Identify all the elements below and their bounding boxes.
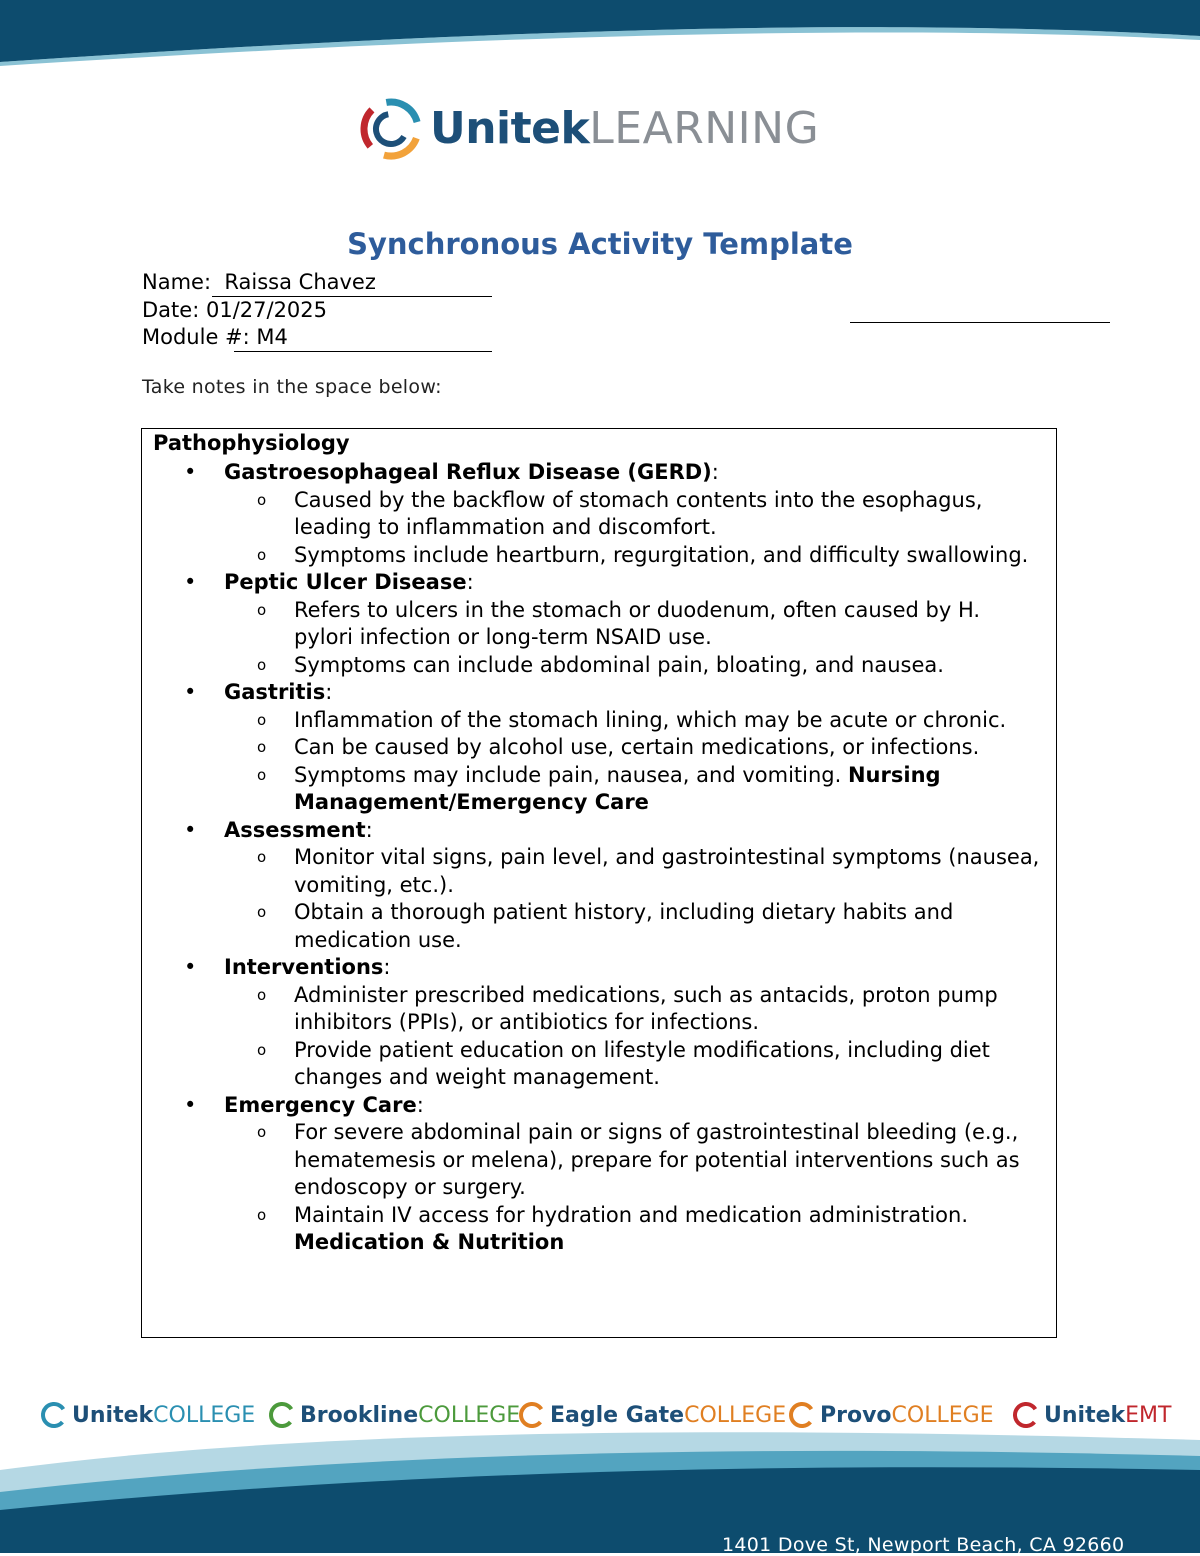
section-title: Interventions	[224, 955, 384, 979]
college-logo-icon	[788, 1401, 816, 1429]
footer-logo-light: COLLEGE	[153, 1402, 256, 1428]
circle-bullet-icon: o	[257, 600, 267, 619]
circle-bullet-icon: o	[257, 903, 267, 921]
college-logo-icon	[268, 1401, 296, 1429]
notes-section: • Peptic Ulcer Disease:	[142, 569, 1056, 597]
notes-sub-item	[142, 982, 1056, 1037]
circle-bullet-icon: o	[257, 738, 267, 756]
footer-logo-light: COLLEGE	[891, 1402, 994, 1428]
footer-logo	[1012, 1398, 1171, 1432]
footer-logo-light: EMT	[1125, 1402, 1172, 1428]
notes-sub-item	[142, 652, 1056, 680]
sub-item-text: Administer prescribed medications, such as antacids, proton pump inhibitors (PPIs), or antibiotics for infections.	[294, 982, 998, 1034]
trailing-heading: Nursing Management/Emergency Care	[294, 762, 941, 814]
sub-item-text: For severe abdominal pain or signs of gastrointestinal bleeding (e.g., hematemesis or melena), prepare for potential interventions such as endoscopy or surgery.	[294, 1120, 1020, 1199]
circle-bullet-icon: o	[257, 1205, 267, 1224]
sub-item-text: Refers to ulcers in the stomach or duodenum, often caused by H. pylori infection or long-term NSAID use.	[294, 597, 981, 649]
notes-sub-item	[142, 597, 1056, 652]
circle-bullet-icon: o	[257, 1040, 267, 1059]
notes-section: • Emergency Care:	[142, 1092, 1056, 1120]
swirl-logo-icon	[358, 96, 424, 162]
footer-logo-light: COLLEGE	[684, 1402, 787, 1428]
notes-sub-item	[142, 542, 1056, 570]
notes-section: • Assessment:	[142, 817, 1056, 845]
name-field	[142, 269, 376, 296]
sub-item-text: Symptoms may include pain, nausea, and vomiting.	[294, 762, 842, 787]
notes-sub-item	[142, 762, 1056, 817]
footer-logo	[788, 1398, 994, 1432]
footer-logo	[268, 1398, 520, 1432]
page-title: Synchronous Activity Template	[347, 227, 853, 261]
bullet-icon: •	[184, 817, 197, 842]
college-logo-icon	[518, 1401, 546, 1429]
name-label: Name:	[142, 270, 212, 294]
footer-logo	[518, 1398, 786, 1432]
sub-item-text: Symptoms can include abdominal pain, bloating, and nausea.	[294, 652, 944, 677]
unitek-learning-logo	[358, 96, 819, 162]
footer-logo-bold: Eagle Gate	[550, 1402, 685, 1428]
notes-section: • Gastritis:	[142, 679, 1056, 707]
footer-logo	[40, 1398, 255, 1432]
signature-line	[850, 322, 1110, 323]
footer-logo-bold: Unitek	[72, 1402, 154, 1428]
header-wave-banner	[0, 0, 1200, 75]
bullet-icon: •	[184, 955, 197, 979]
notes-sub-item	[142, 1037, 1056, 1092]
section-title: Gastroesophageal Reflux Disease (GERD)	[224, 460, 712, 484]
notes-sub-item	[142, 734, 1056, 762]
bullet-icon: •	[184, 1092, 197, 1117]
sub-item-text: Caused by the backflow of stomach contents into the esophagus, leading to inflammation and discomfort.	[294, 487, 983, 539]
circle-bullet-icon: o	[257, 710, 267, 729]
date-field	[142, 297, 327, 324]
section-title: Emergency Care	[224, 1092, 417, 1117]
bullet-icon: •	[184, 570, 197, 594]
notes-heading: Pathophysiology	[153, 431, 350, 455]
sub-item-text: Provide patient education on lifestyle modifications, including diet changes and weight management.	[294, 1037, 990, 1089]
sub-item-text: Obtain a thorough patient history, including dietary habits and medication use.	[294, 900, 954, 952]
section-title: Gastritis	[224, 680, 326, 704]
notes-sub-item	[142, 844, 1056, 899]
sub-item-text: Can be caused by alcohol use, certain medications, or infections.	[294, 735, 980, 759]
sub-item-text: Symptoms include heartburn, regurgitation, and difficulty swallowing.	[294, 542, 1029, 567]
notes-sub-item	[142, 899, 1056, 954]
circle-bullet-icon: o	[257, 490, 267, 509]
bullet-icon: •	[184, 460, 197, 484]
sub-item-text: Monitor vital signs, pain level, and gastrointestinal symptoms (nausea, vomiting, etc.).	[294, 845, 1040, 897]
notes-sub-item	[142, 1202, 1056, 1257]
module-label: Module #:	[142, 325, 250, 349]
circle-bullet-icon: o	[257, 765, 267, 784]
section-title: Assessment	[224, 817, 366, 842]
footer-logo-bold: Unitek	[1044, 1402, 1126, 1428]
sub-item-text: Maintain IV access for hydration and medication administration.	[294, 1202, 968, 1227]
circle-bullet-icon: o	[257, 985, 267, 1004]
circle-bullet-icon: o	[257, 1123, 267, 1141]
module-field	[142, 324, 288, 351]
bullet-icon: •	[184, 680, 197, 704]
trailing-heading: Medication & Nutrition	[294, 1230, 565, 1254]
footer-logo-bold: Provo	[820, 1402, 892, 1428]
notes-sub-item	[142, 487, 1056, 542]
notes-box[interactable]	[141, 428, 1057, 1338]
notes-section: • Interventions:	[142, 954, 1056, 982]
footer-address: 1401 Dove St, Newport Beach, CA 92660	[722, 1534, 1125, 1556]
date-value: 01/27/2025	[205, 298, 328, 322]
footer-logo-bold: Brookline	[300, 1402, 419, 1428]
notes-section: • Gastroesophageal Reflux Disease (GERD):	[142, 459, 1056, 487]
circle-bullet-icon: o	[257, 848, 267, 866]
module-underline	[234, 351, 492, 352]
module-value: M4	[256, 325, 288, 349]
date-label: Date:	[142, 298, 200, 322]
section-title: Peptic Ulcer Disease	[224, 570, 467, 594]
notes-prompt: Take notes in the space below:	[142, 376, 442, 398]
name-value: Raissa Chavez	[224, 270, 376, 294]
notes-sub-item	[142, 1119, 1056, 1202]
logo-wordmark: UnitekLEARNING	[430, 103, 820, 154]
footer-logo-light: COLLEGE	[418, 1402, 521, 1428]
notes-content	[142, 459, 1056, 1257]
college-logo-icon	[1012, 1401, 1040, 1429]
college-logo-icon	[40, 1401, 68, 1429]
sub-item-text: Inflammation of the stomach lining, which may be acute or chronic.	[294, 707, 1007, 732]
notes-sub-item	[142, 707, 1056, 735]
circle-bullet-icon: o	[257, 655, 267, 674]
circle-bullet-icon: o	[257, 545, 267, 564]
